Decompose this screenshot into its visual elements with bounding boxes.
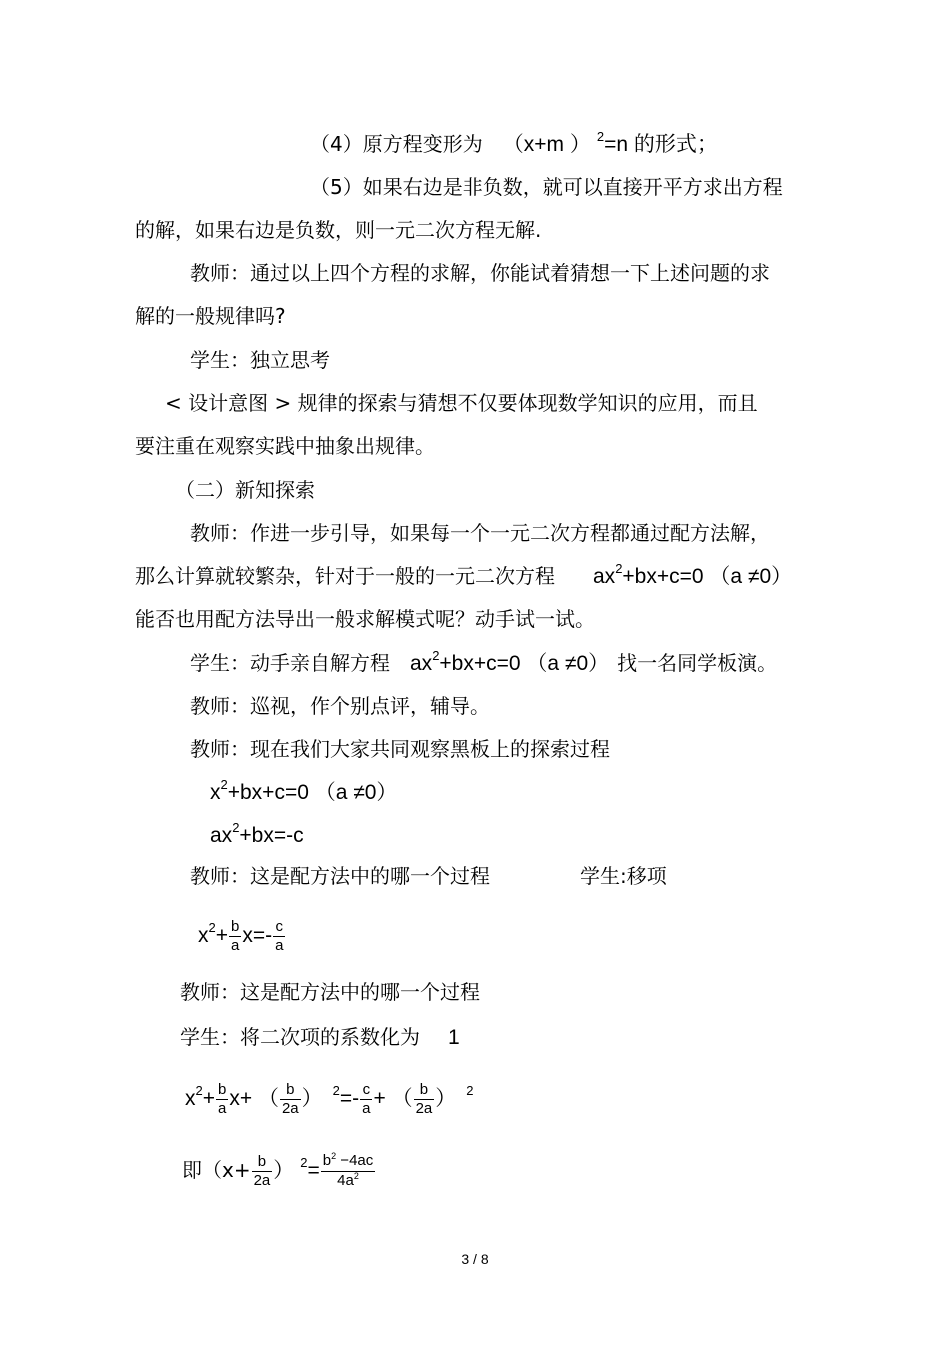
math-expression: ax	[210, 824, 233, 847]
text-segment: 那么计算就较繁杂，针对于一般的一元二次方程	[135, 564, 555, 588]
fraction	[414, 1081, 435, 1118]
text-segment: 学生：将二次项的系数化为	[180, 1025, 420, 1049]
text-line-10: 教师：作进一步引导，如果每一个一元二次方程都通过配方法解，	[190, 521, 770, 545]
fraction-numerator: b	[280, 1081, 301, 1100]
math-expression: +bx+c=0 （a ≠0）	[439, 652, 610, 675]
equation-line-17	[210, 822, 304, 851]
text-segment: 学生：动手亲自解方程	[190, 651, 390, 675]
fraction	[273, 918, 285, 955]
math-expression: =-	[339, 1087, 360, 1110]
fraction	[321, 1152, 375, 1191]
equation-line-23	[182, 1152, 376, 1191]
text-line-1	[310, 131, 718, 160]
math-expression: x	[198, 924, 209, 947]
text-line-6: 学生：独立思考	[190, 348, 330, 372]
page-number: 3 / 8	[461, 1251, 489, 1267]
math-expression: ）	[301, 1087, 323, 1110]
fraction-denominator: a	[231, 937, 240, 954]
text-line-2: （5）如果右边是非负数，就可以直接开平方求出方程	[310, 175, 783, 199]
text-line-15: 教师：现在我们大家共同观察黑板上的探索过程	[190, 737, 610, 761]
math-expression: x+ （	[229, 1087, 279, 1110]
fraction-numerator: b	[414, 1081, 435, 1100]
text-line-3: 的解，如果右边是负数，则一元二次方程无解.	[135, 218, 542, 242]
text-segment: 学生:移项	[580, 864, 667, 888]
math-expression: x	[210, 781, 221, 804]
math-expression: =n 的形式；	[604, 133, 718, 156]
math-superscript: 2	[300, 1155, 308, 1170]
math-expression: b	[322, 1152, 332, 1169]
math-superscript: 2	[615, 561, 623, 576]
fraction-numerator: b	[252, 1153, 273, 1172]
equation-line-22	[185, 1081, 474, 1118]
math-expression: ）	[435, 1087, 457, 1110]
text-segment: （4）原方程变形为	[310, 132, 483, 156]
text-line-8: 要注重在观察实践中抽象出规律。	[135, 434, 435, 458]
math-expression: ax	[593, 565, 616, 588]
fraction-denominator: a	[218, 1100, 227, 1117]
math-expression: x	[185, 1087, 196, 1110]
math-expression: =	[307, 1159, 320, 1182]
math-expression: x=-	[242, 924, 273, 947]
math-expression: + （	[373, 1087, 413, 1110]
math-expression: +bx+c=0 （a ≠0）	[227, 781, 398, 804]
fraction-numerator	[321, 1152, 375, 1172]
fraction-numerator: c	[360, 1081, 372, 1100]
fraction	[229, 918, 241, 955]
math-expression: +bx=-c	[239, 824, 304, 847]
math-expression: 1	[448, 1026, 460, 1049]
fraction-numerator: b	[231, 918, 240, 935]
fraction-denominator: 2a	[253, 1172, 271, 1189]
math-expression: ）	[273, 1159, 295, 1182]
fraction	[216, 1081, 228, 1118]
text-line-21	[180, 1024, 460, 1051]
math-superscript: 2	[220, 777, 228, 792]
text-segment: 找一名同学板演。	[617, 651, 778, 675]
math-superscript: 2	[332, 1083, 340, 1098]
math-superscript: 2	[432, 648, 440, 663]
math-expression: 即（x+	[182, 1158, 251, 1182]
fraction-denominator: a	[275, 937, 284, 954]
math-expression: +bx+c=0 （a ≠0）	[622, 565, 793, 588]
text-line-5: 解的一般规律吗?	[135, 304, 286, 328]
text-line-11	[135, 563, 792, 592]
fraction-numerator: c	[273, 918, 285, 937]
fraction-denominator: 2a	[415, 1100, 433, 1117]
text-line-12: 能否也用配方法导出一般求解模式呢？动手试一试。	[135, 607, 595, 631]
text-line-18	[190, 863, 667, 889]
fraction-denominator: a	[362, 1100, 371, 1117]
text-line-14: 教师：巡视，作个别点评，辅导。	[190, 694, 490, 718]
section-heading: （二）新知探索	[175, 478, 315, 502]
fraction	[360, 1081, 372, 1118]
math-expression: +	[215, 924, 228, 947]
math-superscript: 2	[195, 1083, 203, 1098]
fraction-denominator: 2a	[281, 1100, 299, 1117]
math-superscript: 2	[596, 129, 605, 144]
text-line-7: < 设计意图 > 规律的探索与猜想不仅要体现数学知识的应用，而且	[165, 391, 758, 415]
text-segment: 教师：这是配方法中的哪一个过程	[190, 864, 490, 888]
math-superscript: 2	[466, 1083, 474, 1098]
equation-line-19	[198, 918, 286, 955]
fraction-numerator: b	[218, 1081, 227, 1098]
math-expression: （x+m ）	[502, 133, 591, 156]
equation-line-16	[210, 779, 397, 808]
math-expression: +	[202, 1087, 215, 1110]
math-superscript: 2	[208, 920, 216, 935]
math-superscript: 2	[353, 1171, 359, 1181]
math-expression: −4ac	[336, 1152, 374, 1169]
text-line-20: 教师：这是配方法中的哪一个过程	[180, 980, 480, 1004]
fraction	[280, 1081, 301, 1118]
text-line-4: 教师：通过以上四个方程的求解，你能试着猜想一下上述问题的求	[190, 261, 770, 285]
math-superscript: 2	[232, 820, 240, 835]
text-line-13	[190, 650, 777, 679]
fraction-denominator	[321, 1172, 375, 1191]
math-superscript: 2	[331, 1151, 337, 1161]
math-expression: ax	[410, 652, 433, 675]
math-expression: 4a	[337, 1172, 354, 1189]
fraction	[252, 1153, 273, 1190]
